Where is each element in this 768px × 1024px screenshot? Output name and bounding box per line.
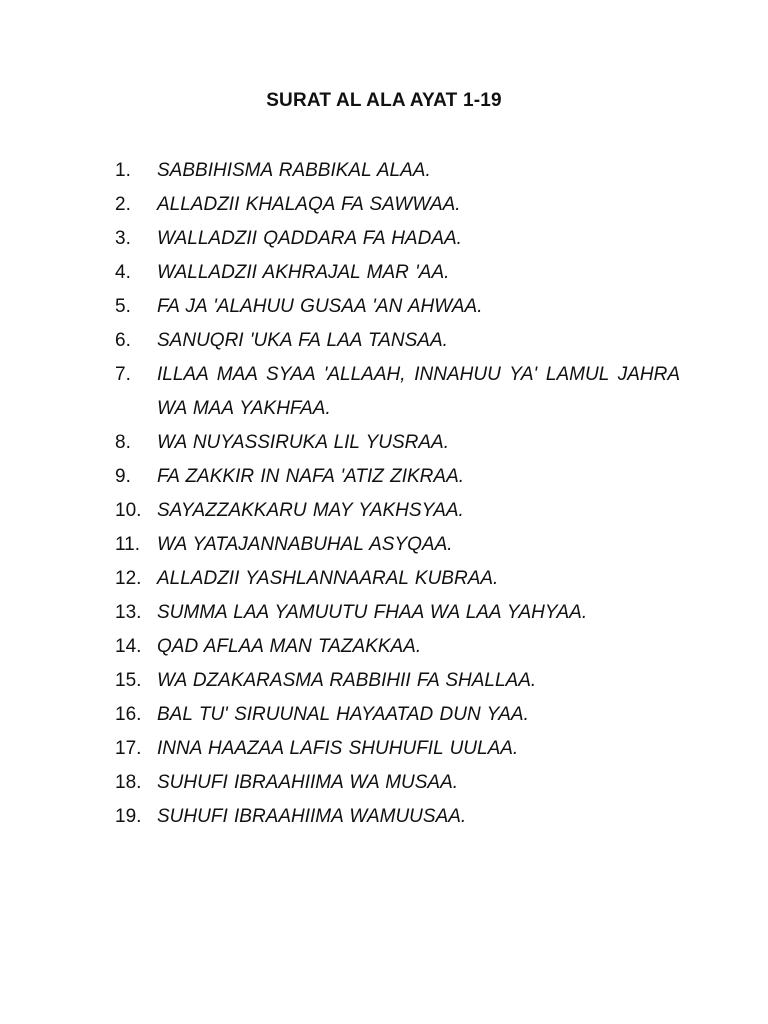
ayat-text: INNA HAAZAA LAFIS SHUHUFIL UULAA. (157, 738, 519, 759)
ayat-text: ALLADZII KHALAQA FA SAWWAA. (157, 194, 461, 215)
ayat-text: ALLADZII YASHLANNAARAL KUBRAA. (157, 568, 499, 589)
ayat-text: SUHUFI IBRAAHIIMA WA MUSAA. (157, 772, 459, 793)
ayat-number: 7. (115, 364, 131, 385)
ayat-number: 12. (115, 568, 142, 589)
ayat-number: 6. (115, 330, 131, 351)
document-title: SURAT AL ALA AYAT 1-19 (266, 90, 502, 111)
ayat-number: 11. (115, 534, 141, 555)
ayat-text: WALLADZII AKHRAJAL MAR 'AA. (157, 262, 450, 283)
ayat-item (115, 800, 680, 834)
ayat-item (115, 630, 680, 664)
ayat-item (115, 256, 680, 290)
ayat-text: ILLAA MAA SYAA 'ALLAAH, INNAHUU YA' LAMUL JAHRA WA MAA YAKHFAA. (157, 364, 680, 419)
ayat-text: SABBIHISMA RABBIKAL ALAA. (157, 160, 431, 181)
ayat-text: SUMMA LAA YAMUUTU FHAA WA LAA YAHYAA. (157, 602, 588, 623)
ayat-text: SANUQRI 'UKA FA LAA TANSAA. (157, 330, 448, 351)
ayat-text: QAD AFLAA MAN TAZAKKAA. (157, 636, 422, 657)
ayat-number: 8. (115, 432, 131, 453)
ayat-item (115, 732, 680, 766)
ayat-item (115, 528, 680, 562)
ayat-number: 10. (115, 500, 142, 521)
ayat-text: WA YATAJANNABUHAL ASYQAA. (157, 534, 453, 555)
ayat-item (115, 188, 680, 222)
ayat-text: BAL TU' SIRUUNAL HAYAATAD DUN YAA. (157, 704, 529, 725)
ayat-text: FA JA 'ALAHUU GUSAA 'AN AHWAA. (157, 296, 483, 317)
ayat-list (115, 154, 680, 834)
ayat-number: 5. (115, 296, 131, 317)
ayat-item (115, 154, 680, 188)
ayat-number: 3. (115, 228, 131, 249)
ayat-text: FA ZAKKIR IN NAFA 'ATIZ ZIKRAA. (157, 466, 465, 487)
ayat-number: 9. (115, 466, 131, 487)
ayat-item (115, 324, 680, 358)
ayat-text: SAYAZZAKKARU MAY YAKHSYAA. (157, 500, 464, 521)
ayat-number: 13. (115, 602, 142, 623)
ayat-item (115, 562, 680, 596)
ayat-number: 17. (115, 738, 142, 759)
ayat-item (115, 664, 680, 698)
ayat-number: 16. (115, 704, 142, 725)
ayat-text: WA DZAKARASMA RABBIHII FA SHALLAA. (157, 670, 537, 691)
ayat-text: WALLADZII QADDARA FA HADAA. (157, 228, 462, 249)
ayat-item (115, 596, 680, 630)
ayat-number: 18. (115, 772, 142, 793)
ayat-item (115, 494, 680, 528)
ayat-number: 19. (115, 806, 142, 827)
ayat-number: 15. (115, 670, 142, 691)
ayat-number: 14. (115, 636, 142, 657)
ayat-item (115, 358, 680, 426)
ayat-number: 1. (115, 160, 131, 181)
ayat-text: SUHUFI IBRAAHIIMA WAMUUSAA. (157, 806, 467, 827)
ayat-number: 2. (115, 194, 131, 215)
ayat-number: 4. (115, 262, 131, 283)
ayat-item (115, 460, 680, 494)
ayat-item (115, 290, 680, 324)
ayat-item (115, 426, 680, 460)
ayat-item (115, 222, 680, 256)
ayat-text: WA NUYASSIRUKA LIL YUSRAA. (157, 432, 449, 453)
ayat-item (115, 698, 680, 732)
ayat-item (115, 766, 680, 800)
